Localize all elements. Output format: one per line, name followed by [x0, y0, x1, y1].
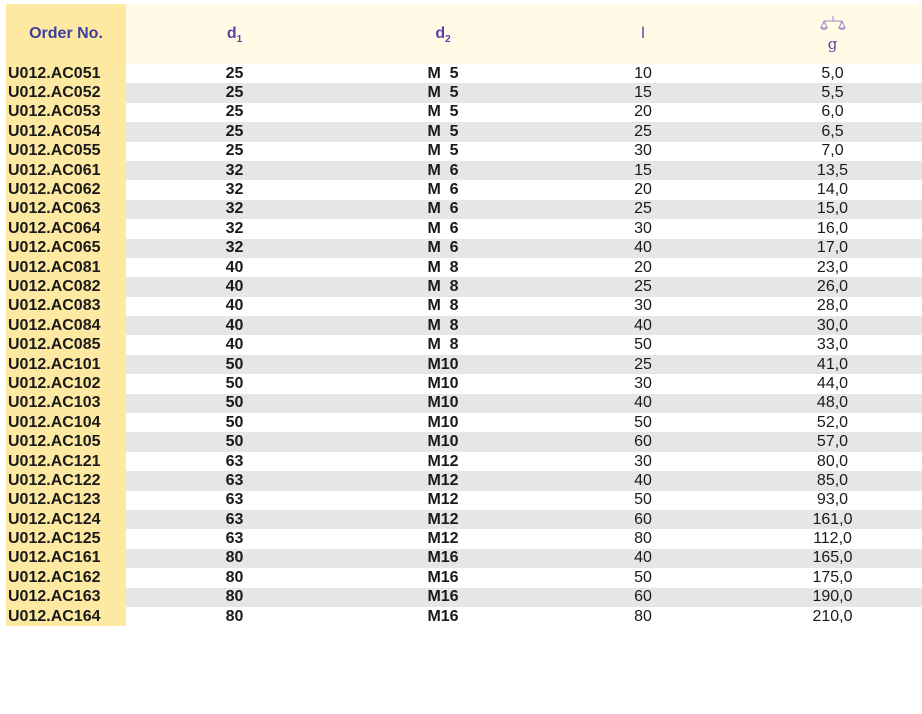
header-d1-label: $d_1$ — [226, 25, 243, 46]
cell-l: 60 — [634, 510, 652, 528]
cell-l: 60 — [634, 433, 652, 451]
cell-d1: 40 — [225, 336, 244, 354]
cell-l: 40 — [634, 549, 652, 567]
cell-l: 25 — [634, 122, 652, 140]
cell-d2: M10 — [427, 433, 459, 451]
cell-weight: 175,0 — [812, 568, 853, 586]
cell-d2: M 6 — [427, 219, 459, 237]
cell-d1: 63 — [225, 471, 244, 489]
cell-l: 30 — [634, 374, 652, 392]
cell-order-no: U012.AC084 — [6, 316, 126, 335]
cell-order-no: U012.AC082 — [6, 277, 126, 296]
cell-d2: M16 — [427, 549, 459, 567]
cell-d2: M 5 — [427, 122, 459, 140]
cell-l: 20 — [634, 258, 652, 276]
cell-l: 15 — [634, 84, 652, 102]
table-row — [6, 219, 922, 238]
cell-d1: 25 — [225, 64, 244, 82]
cell-l: 50 — [634, 336, 652, 354]
cell-weight: 85,0 — [816, 471, 849, 489]
cell-l: 10 — [634, 64, 652, 82]
cell-weight: 33,0 — [816, 336, 849, 354]
table-row — [6, 277, 922, 296]
header-l-label: l — [641, 25, 645, 42]
table-row — [6, 64, 922, 83]
cell-d1: 40 — [225, 277, 244, 295]
cell-d2: M 8 — [427, 277, 459, 295]
cell-l: 40 — [634, 471, 652, 489]
table-row — [6, 510, 922, 529]
table-row — [6, 161, 922, 180]
cell-order-no: U012.AC052 — [6, 83, 126, 102]
cell-d2: M 6 — [427, 239, 459, 257]
header-weight-unit: g — [827, 35, 838, 53]
cell-weight: 44,0 — [816, 374, 849, 392]
cell-weight: 14,0 — [816, 181, 849, 199]
cell-d1: 63 — [225, 530, 244, 548]
table-row — [6, 180, 922, 199]
cell-weight: 16,0 — [816, 219, 849, 237]
cell-l: 50 — [634, 491, 652, 509]
cell-order-no: U012.AC164 — [6, 607, 126, 626]
cell-d1: 63 — [225, 452, 244, 470]
cell-order-no: U012.AC062 — [6, 180, 126, 199]
table-row — [6, 103, 922, 122]
header-d1 — [126, 4, 343, 64]
cell-d2: M10 — [427, 394, 459, 412]
cell-d1: 32 — [225, 200, 244, 218]
cell-d1: 63 — [225, 510, 244, 528]
cell-d1: 32 — [225, 239, 244, 257]
cell-l: 25 — [634, 200, 652, 218]
cell-weight: 28,0 — [816, 297, 849, 315]
cell-l: 20 — [634, 181, 652, 199]
cell-d2: M10 — [427, 374, 459, 392]
cell-l: 30 — [634, 452, 652, 470]
header-d2 — [343, 4, 543, 64]
table-row — [6, 374, 922, 393]
cell-l: 80 — [634, 607, 652, 625]
table-row — [6, 607, 922, 626]
scale-icon — [820, 15, 846, 33]
cell-weight: 5,0 — [821, 64, 844, 82]
cell-weight: 165,0 — [812, 549, 853, 567]
cell-order-no: U012.AC125 — [6, 529, 126, 548]
cell-order-no: U012.AC085 — [6, 335, 126, 354]
cell-order-no: U012.AC065 — [6, 239, 126, 258]
cell-l: 20 — [634, 103, 652, 121]
cell-d1: 50 — [225, 413, 244, 431]
cell-l: 60 — [634, 588, 652, 606]
cell-order-no: U012.AC055 — [6, 142, 126, 161]
table-row — [6, 394, 922, 413]
cell-d2: M 6 — [427, 200, 459, 218]
table-body — [6, 64, 922, 626]
cell-order-no: U012.AC063 — [6, 200, 126, 219]
cell-weight: 17,0 — [816, 239, 849, 257]
cell-weight: 6,5 — [821, 122, 844, 140]
cell-order-no: U012.AC083 — [6, 297, 126, 316]
cell-weight: 52,0 — [816, 413, 849, 431]
cell-d2: M 5 — [427, 103, 459, 121]
cell-d2: M12 — [427, 491, 459, 509]
cell-weight: 6,0 — [821, 103, 844, 121]
cell-l: 30 — [634, 297, 652, 315]
table-row — [6, 335, 922, 354]
cell-order-no: U012.AC161 — [6, 549, 126, 568]
cell-order-no: U012.AC101 — [6, 355, 126, 374]
cell-weight: 13,5 — [816, 161, 849, 179]
cell-order-no: U012.AC162 — [6, 568, 126, 587]
cell-d2: M12 — [427, 510, 459, 528]
cell-d2: M10 — [427, 413, 459, 431]
cell-l: 15 — [634, 161, 652, 179]
cell-d2: M 5 — [427, 84, 459, 102]
cell-order-no: U012.AC102 — [6, 374, 126, 393]
table-row — [6, 239, 922, 258]
table-row — [6, 316, 922, 335]
cell-order-no: U012.AC124 — [6, 510, 126, 529]
cell-d1: 32 — [225, 181, 244, 199]
cell-order-no: U012.AC081 — [6, 258, 126, 277]
cell-d1: 40 — [225, 258, 244, 276]
cell-d1: 63 — [225, 491, 244, 509]
cell-order-no: U012.AC122 — [6, 471, 126, 490]
cell-d2: M12 — [427, 471, 459, 489]
cell-weight: 23,0 — [816, 258, 849, 276]
cell-order-no: U012.AC123 — [6, 491, 126, 510]
cell-d2: M16 — [427, 607, 459, 625]
cell-d2: M 8 — [427, 336, 459, 354]
cell-weight: 41,0 — [816, 355, 849, 373]
cell-d2: M 5 — [427, 142, 459, 160]
cell-weight: 80,0 — [816, 452, 849, 470]
cell-d1: 25 — [225, 103, 244, 121]
cell-d1: 25 — [225, 122, 244, 140]
cell-order-no: U012.AC163 — [6, 588, 126, 607]
cell-d2: M16 — [427, 588, 459, 606]
cell-d1: 25 — [225, 142, 244, 160]
product-table — [6, 4, 922, 626]
cell-d2: M 8 — [427, 258, 459, 276]
cell-d1: 50 — [225, 433, 244, 451]
cell-weight: 210,0 — [812, 607, 853, 625]
cell-d1: 50 — [225, 374, 244, 392]
header-order-no-label: Order No. — [29, 25, 103, 42]
cell-order-no: U012.AC061 — [6, 161, 126, 180]
header-d2-label: $d_2$ — [435, 25, 451, 46]
cell-l: 30 — [634, 219, 652, 237]
table-row — [6, 200, 922, 219]
cell-d2: M 8 — [427, 316, 459, 334]
cell-d2: M12 — [427, 530, 459, 548]
cell-order-no: U012.AC104 — [6, 413, 126, 432]
cell-d2: M 5 — [427, 64, 459, 82]
table-row — [6, 297, 922, 316]
cell-d1: 80 — [225, 588, 244, 606]
table-row — [6, 568, 922, 587]
cell-order-no: U012.AC054 — [6, 122, 126, 141]
cell-weight: 112,0 — [813, 530, 852, 548]
cell-l: 40 — [634, 239, 652, 257]
cell-d1: 50 — [225, 394, 244, 412]
cell-l: 40 — [634, 394, 652, 412]
cell-weight: 15,0 — [816, 200, 849, 218]
cell-weight: 5,5 — [821, 84, 844, 102]
cell-l: 40 — [634, 316, 652, 334]
cell-weight: 161,0 — [812, 510, 853, 528]
cell-d1: 80 — [225, 607, 244, 625]
table-row — [6, 413, 922, 432]
cell-d2: M16 — [427, 568, 459, 586]
table-row — [6, 258, 922, 277]
table-row — [6, 83, 922, 102]
cell-d2: M 8 — [427, 297, 459, 315]
cell-d2: M10 — [427, 355, 459, 373]
cell-l: 25 — [634, 277, 652, 295]
cell-order-no: U012.AC053 — [6, 103, 126, 122]
cell-l: 50 — [634, 568, 652, 586]
cell-d1: 32 — [225, 161, 244, 179]
cell-order-no: U012.AC105 — [6, 432, 126, 451]
cell-d1: 25 — [225, 84, 244, 102]
cell-l: 25 — [634, 355, 652, 373]
header-order-no — [6, 4, 126, 64]
table-row — [6, 142, 922, 161]
table-row — [6, 432, 922, 451]
cell-d1: 32 — [225, 219, 244, 237]
header-l — [543, 4, 743, 64]
cell-d2: M 6 — [427, 181, 459, 199]
table-header — [6, 4, 922, 64]
cell-d1: 40 — [225, 316, 244, 334]
cell-weight: 190,0 — [812, 588, 853, 606]
cell-d1: 50 — [225, 355, 244, 373]
cell-weight: 26,0 — [816, 277, 849, 295]
cell-weight: 30,0 — [816, 316, 849, 334]
cell-weight: 7,0 — [821, 142, 844, 160]
table-row — [6, 452, 922, 471]
cell-d1: 80 — [225, 549, 244, 567]
cell-d1: 40 — [225, 297, 244, 315]
cell-weight: 93,0 — [816, 491, 849, 509]
cell-order-no: U012.AC103 — [6, 394, 126, 413]
cell-d1: 80 — [225, 568, 244, 586]
cell-d2: M12 — [427, 452, 459, 470]
cell-l: 80 — [634, 530, 652, 548]
table-row — [6, 529, 922, 548]
header-weight — [743, 4, 922, 64]
table-row — [6, 471, 922, 490]
cell-weight: 48,0 — [816, 394, 849, 412]
cell-order-no: U012.AC121 — [6, 452, 126, 471]
cell-d2: M 6 — [427, 161, 459, 179]
cell-weight: 57,0 — [816, 433, 849, 451]
cell-l: 50 — [634, 413, 652, 431]
cell-l: 30 — [634, 142, 652, 160]
table-row — [6, 491, 922, 510]
cell-order-no: U012.AC064 — [6, 219, 126, 238]
table-row — [6, 549, 922, 568]
cell-order-no: U012.AC051 — [6, 64, 126, 83]
table-row — [6, 355, 922, 374]
table-row — [6, 588, 922, 607]
table-row — [6, 122, 922, 141]
